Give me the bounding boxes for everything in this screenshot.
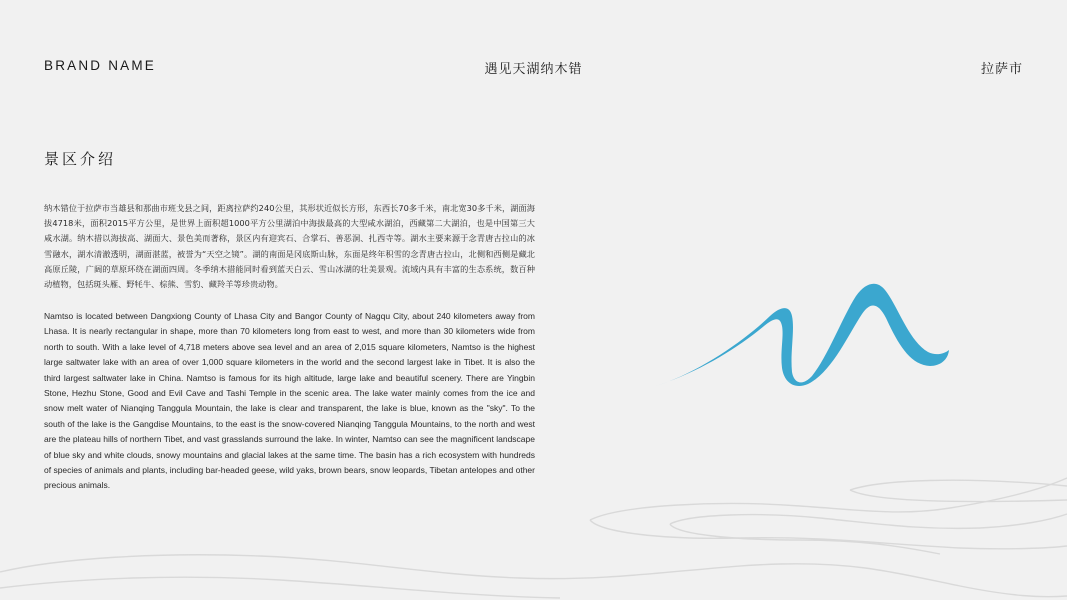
description-english: Namtso is located between Dangxiong County of Lhasa City and Bangor County of Nagqu City, about 240 kilometers away from Lhasa. It is nearly rectangular in shape, more than 70 kilometers long from east to west, and more than 30 kilometers wide from north to south. With a lake level of 4,718 meters above sea level and an area of 2,015 square kilometers, Namtso is the highest large saltwater lake with an area of over 1,000 square kilometers in the world and the second largest lake in Tibet. It is also the third largest saltwater lake in China. Namtso is famous for its high altitude, large lake and beautiful scenery. There are Yingbin Stone, Hezhu Stone, Good and Evil Cave and Tashi Temple in the scenic area. The lake water mainly comes from the ice and snow melt water of Nianqing Tanggula Mountain, the lake is clear and transparent, the lake is blue, known as the "sky". To the south of the lake is the Gangdise Mountains, to the east is the snow-covered Nianqing Tanggula Mountains, to the north and west are the plateau hills of northern Tibet, and vast grasslands surround the lake. In winter, Namtso can see the magnificent landscape of blue sky and white clouds, snowy mountains and glacial lakes at the same time. The basin has a rich ecosystem with hundreds of species of animals and plants, including bar-headed geese, wild yaks, brown bears, snow leopards, Tibetan antelopes and other precious animals. <box>44 311 535 491</box>
contour-lines-icon <box>0 460 1067 600</box>
page-title: 遇见天湖纳木错 <box>484 62 583 77</box>
description-chinese: 纳木错位于拉萨市当雄县和那曲市班戈县之间，距离拉萨约240公里，其形状近似长方形，东西长70多千米，南北宽30多千米，湖面海拔4718米，面积2015平方公里，是世界上面积超1000平方公里湖泊中海拔最高的大型咸水湖泊，西藏第二大湖泊，也是中国第三大咸水湖。纳木措以海拔高、湖面大、景色美而著称，景区内有迎宾石、合掌石、善恶洞、扎西寺等。湖水主要来源于念青唐古拉山的冰雪融水，湖水清澈透明，湖面湛蓝，被誉为“天空之镜”。湖的南面是冈底斯山脉，东面是终年积雪的念青唐古拉山，北侧和西侧是藏北高原丘陵，广阔的草原环绕在湖面四周。冬季纳木措能同时看到蓝天白云、雪山冰湖的壮美景观。流域内具有丰富的生态系统，数百种动植物，包括斑头雁、野牦牛、棕熊、雪豹、藏羚羊等珍贵动物。 <box>44 203 535 290</box>
city-label: 拉萨市 <box>980 62 1023 77</box>
wave-m-logo-icon <box>655 280 950 390</box>
brand-name: BRAND NAME <box>44 58 157 73</box>
section-title: 景区介绍 <box>44 150 117 168</box>
